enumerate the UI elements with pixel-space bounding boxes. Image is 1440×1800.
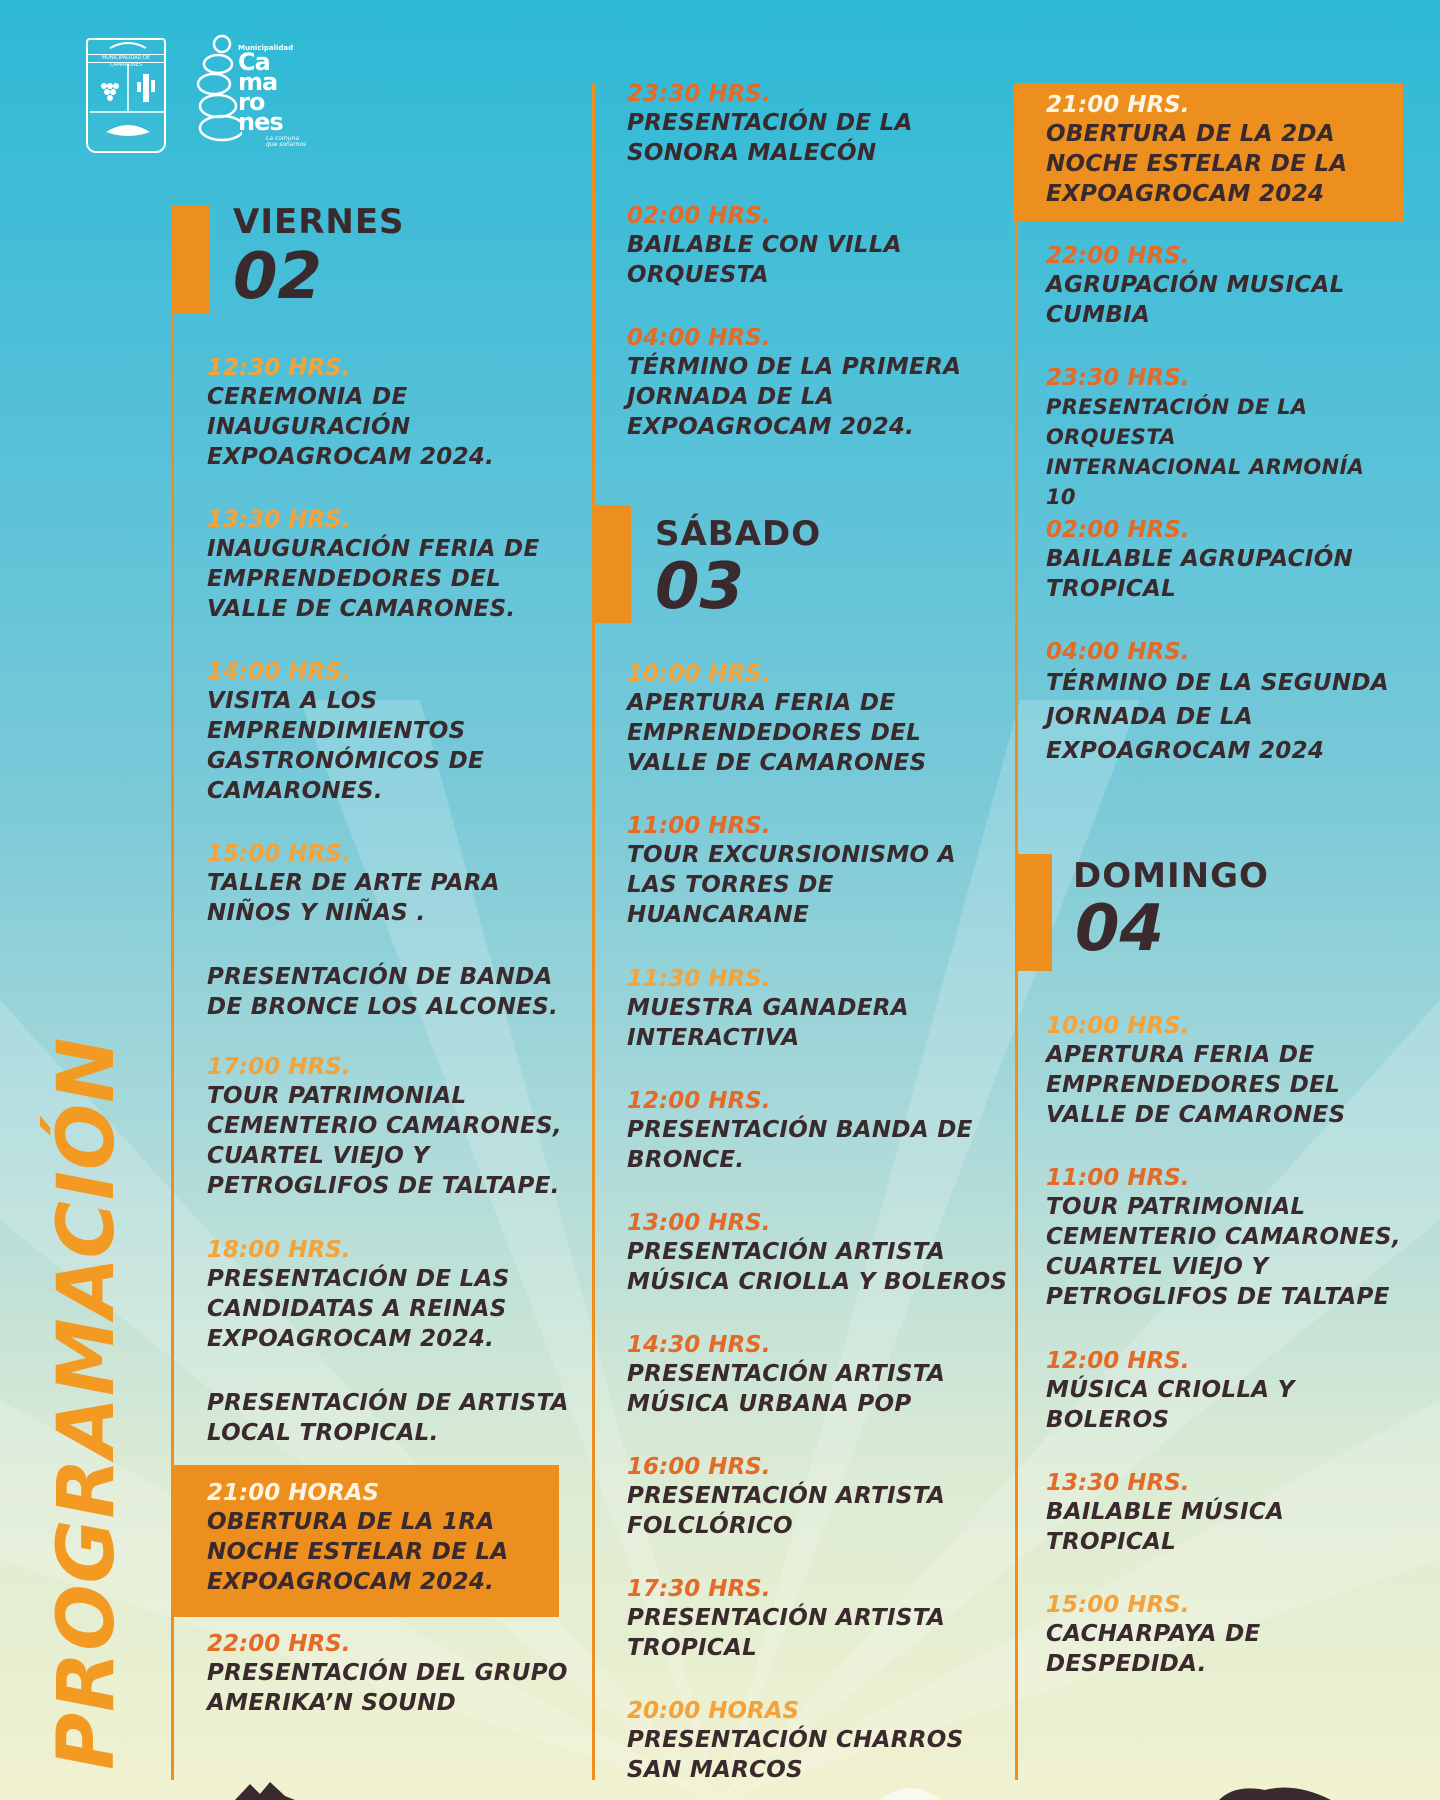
event-text: PRESENTACIÓN ARTISTA FOLCLÓRICO [627, 1483, 946, 1539]
event-text: CACHARPAYA DE DESPEDIDA. [1046, 1621, 1261, 1677]
event-text: TÉRMINO DE LA PRIMERA JORNADA DE LA EXPOAGROCAM 2024. [627, 354, 962, 440]
event-time: 14:30 HRS. [627, 1332, 771, 1358]
event-text: MÚSICA CRIOLLA Y BOLEROS [1046, 1377, 1295, 1433]
event-time: 15:00 HRS. [207, 841, 351, 867]
event-item [627, 202, 1007, 290]
event-time: 17:30 HRS. [627, 1576, 771, 1602]
event-time: 12:00 HRS. [627, 1088, 771, 1114]
event-time: 10:00 HRS. [627, 661, 771, 687]
event-time: 13:00 HRS. [627, 1210, 771, 1236]
municipalidad-camarones-logo [192, 30, 312, 150]
event-time: 13:30 HRS. [207, 507, 351, 533]
event-text: PRESENTACIÓN DEL GRUPO AMERIKA’N SOUND [207, 1660, 568, 1716]
event-text: PRESENTACIÓN ARTISTA MÚSICA URBANA POP [627, 1361, 946, 1417]
event-item [207, 1236, 587, 1354]
event-time: 04:00 HRS. [1046, 639, 1190, 665]
event-text: TÉRMINO DE LA SEGUNDA JORNADA DE LA EXPOAGROCAM 2024 [1046, 670, 1389, 764]
event-text: BAILABLE AGRUPACIÓN TROPICAL [1046, 546, 1354, 602]
bottom-right-decoration-icon [1215, 1784, 1335, 1800]
highlight-box-viernes [171, 1465, 559, 1617]
event-time: 10:00 HRS. [1046, 1013, 1190, 1039]
event-text: TOUR PATRIMONIAL CEMENTERIO CAMARONES, CUARTEL VIEJO Y PETROGLIFOS DE TALTAPE. [207, 1083, 562, 1199]
event-text: INAUGURACIÓN FERIA DE EMPRENDEDORES DEL VALLE DE CAMARONES. [207, 536, 540, 622]
highlight-box-domingo [1014, 83, 1403, 222]
event-text: TOUR EXCURSIONISMO A LAS TORRES DE HUANCARANE [627, 842, 956, 928]
event-time: 23:30 HRS. [627, 81, 771, 107]
event-time: 21:00 HORAS [207, 1480, 380, 1506]
event-item [627, 1087, 1007, 1175]
event-item [627, 812, 1007, 930]
event-item [627, 1575, 1007, 1663]
event-item [627, 324, 1007, 442]
bottom-center-decoration-icon [880, 1782, 940, 1800]
event-text: CEREMONIA DE INAUGURACIÓN EXPOAGROCAM 2024. [207, 384, 495, 470]
event-item [207, 354, 587, 472]
event-text: PRESENTACIÓN DE LA SONORA MALECÓN [627, 110, 913, 166]
timeline-line-domingo [1015, 222, 1018, 1780]
event-text: PRESENTACIÓN ARTISTA TROPICAL [627, 1605, 946, 1661]
event-text: TOUR PATRIMONIAL CEMENTERIO CAMARONES, CUARTEL VIEJO Y PETROGLIFOS DE TALTAPE [1046, 1194, 1401, 1310]
event-item [1046, 364, 1426, 512]
day-number-viernes: 02 [233, 240, 323, 314]
event-item [207, 1630, 587, 1718]
logos-area [86, 30, 312, 153]
event-time: 12:00 HRS. [1046, 1348, 1190, 1374]
event-item [1046, 516, 1426, 604]
event-text: APERTURA FERIA DE EMPRENDEDORES DEL VALLE DE CAMARONES [1046, 1042, 1346, 1128]
event-time: 16:00 HRS. [627, 1454, 771, 1480]
event-item [1046, 1469, 1426, 1557]
event-item [207, 840, 587, 928]
muni-small-label: Municipalidad [238, 44, 294, 52]
event-text: OBERTURA DE LA 2DA NOCHE ESTELAR DE LA EXPOAGROCAM 2024 [1046, 121, 1348, 207]
event-item [1046, 1347, 1426, 1435]
day-name-sabado: SÁBADO [655, 514, 822, 554]
bottom-left-decoration-icon [230, 1780, 300, 1800]
event-item [627, 1697, 1007, 1785]
event-text: OBERTURA DE LA 1RA NOCHE ESTELAR DE LA EXPOAGROCAM 2024. [207, 1509, 509, 1595]
event-item [627, 660, 1007, 778]
event-time: 20:00 HORAS [627, 1698, 800, 1724]
event-item [207, 658, 587, 806]
event-time: 11:00 HRS. [627, 813, 771, 839]
day-marker-viernes [171, 206, 209, 313]
crest-band-text: MUNICIPALIDAD DE CAMARONES [88, 54, 164, 63]
event-time: 02:00 HRS. [1046, 517, 1190, 543]
timeline-line-sabado [592, 84, 595, 1780]
event-item [207, 1479, 547, 1597]
event-time: 04:00 HRS. [627, 325, 771, 351]
event-item [207, 506, 587, 624]
event-text: PRESENTACIÓN CHARROS SAN MARCOS [627, 1727, 964, 1783]
event-item [1046, 1591, 1426, 1679]
event-time: 18:00 HRS. [207, 1237, 351, 1263]
day-number-sabado: 03 [655, 550, 745, 624]
event-time: 22:00 HRS. [1046, 243, 1190, 269]
event-item [207, 1053, 587, 1201]
event-item [1046, 638, 1426, 768]
event-time: 13:30 HRS. [1046, 1470, 1190, 1496]
event-time: 17:00 HRS. [207, 1054, 351, 1080]
event-item [1046, 242, 1426, 330]
event-text: PRESENTACIÓN BANDA DE BRONCE. [627, 1117, 973, 1173]
event-time: 12:30 HRS. [207, 355, 351, 381]
event-item [627, 80, 1007, 168]
muni-big-label: Ca ma ro nes [238, 48, 283, 136]
event-text: PRESENTACIÓN ARTISTA MÚSICA CRIOLLA Y BOLEROS [627, 1239, 1008, 1295]
event-time: 14:00 HRS. [207, 659, 351, 685]
event-text: APERTURA FERIA DE EMPRENDEDORES DEL VALLE DE CAMARONES [627, 690, 927, 776]
event-text: BAILABLE MÚSICA TROPICAL [1046, 1499, 1285, 1555]
programacion-title: PROGRAMACIÓN [42, 1036, 132, 1770]
event-text: PRESENTACIÓN DE LA ORQUESTA INTERNACIONAL ARMONÍA 10 [1046, 395, 1365, 509]
event-time: 15:00 HRS. [1046, 1592, 1190, 1618]
event-text: PRESENTACIÓN DE LAS CANDIDATAS A REINAS EXPOAGROCAM 2024. [207, 1266, 510, 1352]
event-time: 23:30 HRS. [1046, 365, 1190, 391]
event-text: MUESTRA GANADERA INTERACTIVA [627, 995, 909, 1051]
event-item [627, 1453, 1007, 1541]
day-marker-domingo [1015, 854, 1052, 971]
event-item [1046, 91, 1396, 209]
event-item [207, 1388, 587, 1448]
event-text: BAILABLE CON VILLA ORQUESTA [627, 232, 902, 288]
event-item [627, 1331, 1007, 1419]
event-item [207, 962, 587, 1022]
day-number-domingo: 04 [1075, 892, 1165, 966]
event-item [1046, 1012, 1426, 1130]
event-time: 21:00 HRS. [1046, 92, 1190, 118]
day-name-domingo: DOMINGO [1073, 856, 1269, 896]
event-time: 02:00 HRS. [627, 203, 771, 229]
event-item [1046, 1164, 1426, 1312]
day-name-viernes: VIERNES [233, 202, 405, 242]
event-text: VISITA A LOS EMPRENDIMIENTOS GASTRONÓMICOS DE CAMARONES. [207, 688, 485, 804]
event-time: 11:30 HRS. [627, 966, 771, 992]
event-text: TALLER DE ARTE PARA NIÑOS Y NIÑAS . [207, 870, 500, 926]
event-time: 22:00 HRS. [207, 1631, 351, 1657]
event-text: AGRUPACIÓN MUSICAL CUMBIA [1046, 272, 1345, 328]
event-item [627, 965, 1007, 1053]
event-time: 11:00 HRS. [1046, 1165, 1190, 1191]
event-text: PRESENTACIÓN DE ARTISTA LOCAL TROPICAL. [207, 1390, 569, 1446]
municipal-crest-logo [86, 38, 166, 153]
event-item [627, 1209, 1007, 1297]
muni-tagline: La comuna que soñamos [266, 135, 307, 148]
event-text: PRESENTACIÓN DE BANDA DE BRONCE LOS ALCONES. [207, 964, 559, 1020]
day-marker-sabado [592, 505, 631, 623]
